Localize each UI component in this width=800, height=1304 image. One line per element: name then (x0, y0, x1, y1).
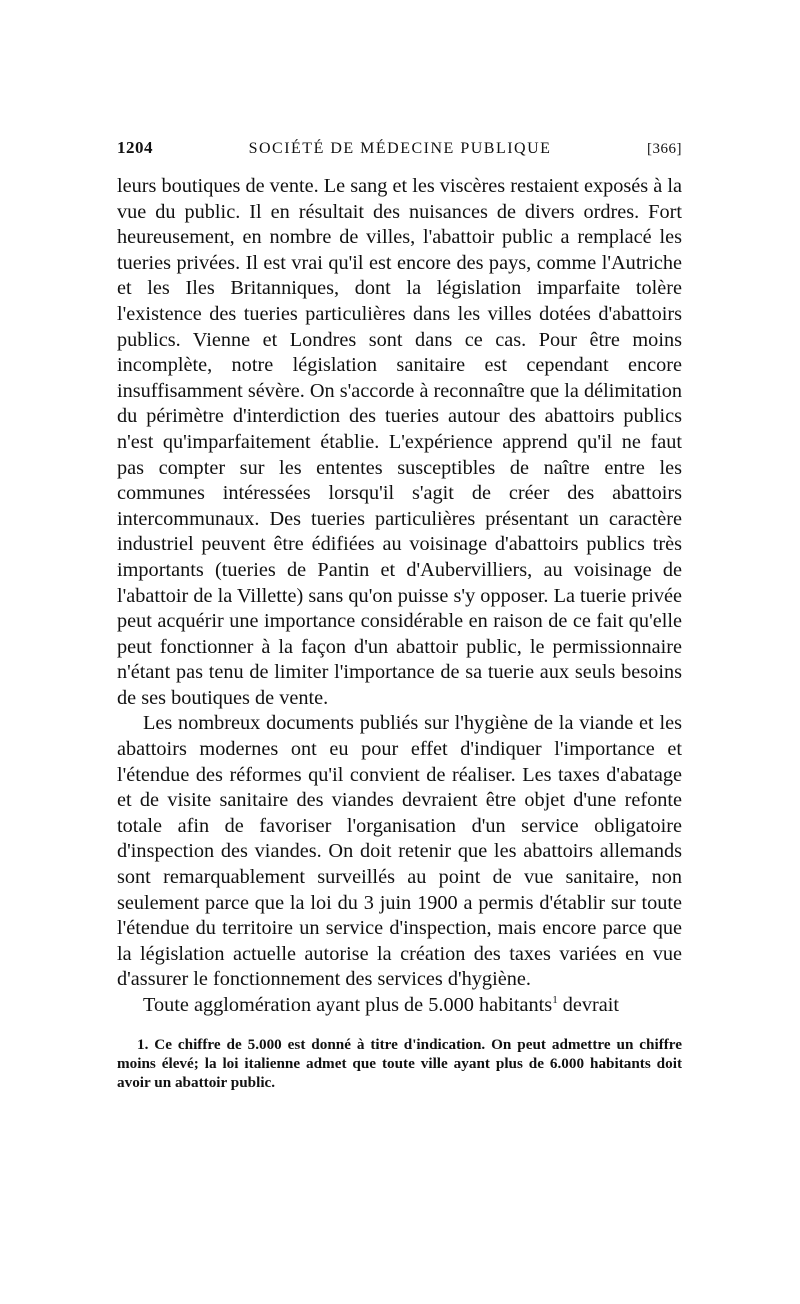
footnote (117, 1035, 682, 1092)
paragraph-text: leurs boutiques de vente. Le sang et les viscères restaient exposés à la vue du public. Il en résultait des nuisances de divers ordres. Fort heureusement, en nombre de villes, l'abattoir public a remplacé les tueries privées. Il est vrai qu'il est encore des pays, comme l'Autriche et les Iles Britanniques, dont la législation imparfaite tolère l'existence des tueries particulières dans les villes dotées d'abattoirs publics. Vienne et Londres sont dans ce cas. Pour être moins incomplète, notre législation sanitaire est cependant encore insuffisamment sévère. On s'accorde à reconnaître que la délimitation du périmètre d'interdiction des tueries autour des abattoirs publics n'est qu'imparfaitement établie. L'expérience apprend qu'il ne faut pas compter sur les ententes susceptibles de naître entre les communes intéressées lorsqu'il s'agit de créer des abattoirs intercommunaux. Des tueries particulières présentant un caractère industriel peuvent être édifiées au voisinage d'abattoirs publics très importants (tueries de Pantin et d'Aubervilliers, au voisinage de l'abattoir de la Villette) sans qu'on puisse s'y opposer. La tuerie privée peut acquérir une importance considérable en raison de ce fait qu'elle peut fonctionner à la façon d'un abattoir public, le permissionnaire n'étant pas tenu de limiter l'importance de sa tuerie aux seuls besoins de ses boutiques de vente. (117, 175, 682, 709)
paragraph-text: Toute agglomération ayant plus de 5.000 habitants (143, 994, 553, 1016)
footnote-reference: 1 (552, 994, 558, 1006)
running-title: SOCIÉTÉ DE MÉDECINE PUBLIQUE (248, 140, 552, 157)
paragraph (117, 711, 682, 993)
paragraph (117, 993, 682, 1019)
paragraph-text: Les nombreux documents publiés sur l'hygiène de la viande et les abattoirs modernes ont eu pour effet d'indiquer l'importance et l'étendue des réformes qu'il convient de réaliser. Les taxes d'abatage et de visite sanitaire des viandes devraient être objet d'une refonte totale afin de favoriser l'organisation d'un service obligatoire d'inspection des viandes. On doit retenir que les abattoirs allemands sont remarquablement surveillés au point de vue sanitaire, non seulement parce que la loi du 3 juin 1900 a permis d'établir sur toute l'étendue du territoire un service d'inspection, mais encore parce que la législation actuelle autorise la création des taxes variées en vue d'assurer le fonctionnement des services d'hygiène. (117, 712, 682, 991)
running-header (117, 138, 682, 174)
paragraph-continued (117, 174, 682, 711)
footnote-mark: 1. (137, 1035, 149, 1053)
page-number: 1204 (117, 138, 153, 157)
footnote-text: Ce chiffre de 5.000 est donné à titre d'indication. On peut admettre un chiffre moins élevé; la loi italienne admet que toute ville ayant plus de 6.000 habitants doit avoir un abattoir public. (117, 1035, 683, 1091)
document-page (117, 138, 682, 1092)
bracket-page-number: [366] (647, 141, 682, 157)
body-text (117, 174, 682, 1019)
paragraph-text-continued: devrait (557, 994, 620, 1016)
